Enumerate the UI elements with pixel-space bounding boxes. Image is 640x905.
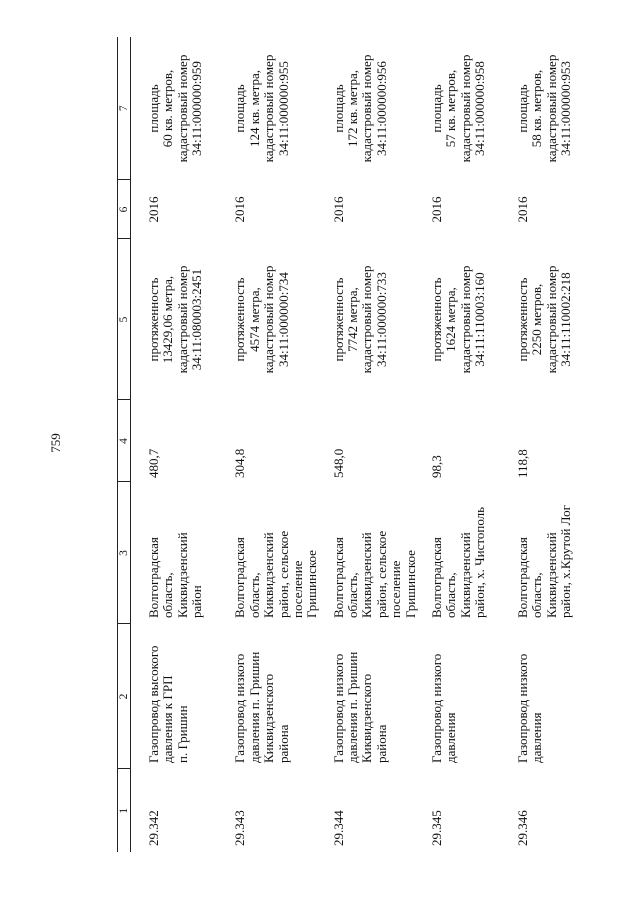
object-name: Газопровод низкого давления п. Гришин Киквидзенского района <box>330 651 389 763</box>
table-row <box>430 37 516 852</box>
table-row <box>332 37 430 852</box>
object-year: 2016 <box>145 196 161 223</box>
page-number: 759 <box>48 433 63 453</box>
object-description: протяженность 4574 метра, кадастровый номер 34:11:000000:734 <box>232 265 291 374</box>
object-location: Волгоградская область, Киквидзенский район, сельское поселение Гришинское <box>330 530 418 618</box>
table-header-row <box>118 37 131 852</box>
object-area: площадь 172 кв. метра, кадастровый номер 34:11:000000:956 <box>330 54 389 163</box>
item-number: 29.344 <box>330 810 346 846</box>
object-name: Газопровод низкого давления п. Гришин Киквидзенского района <box>232 651 291 763</box>
column-header-3: 3 <box>118 482 131 624</box>
object-year: 2016 <box>330 196 346 223</box>
object-location: Волгоградская область, Киквидзенский район, сельское поселение Гришинское <box>232 530 320 618</box>
gas-pipeline-table <box>117 37 607 852</box>
object-description: протяженность 13429,06 метра, кадастровый номер 34:11:080003:2451 <box>145 265 205 374</box>
object-value: 304,8 <box>232 448 248 478</box>
column-header-2: 2 <box>118 624 131 769</box>
object-location: Волгоградская область, Киквидзенский район, х.Крутой Лог <box>515 505 574 618</box>
object-name: Газопровод низкого давления <box>428 653 459 763</box>
object-value: 118,8 <box>515 449 531 478</box>
item-number: 29.343 <box>232 810 248 846</box>
object-value: 548,0 <box>330 448 346 478</box>
object-year: 2016 <box>232 196 248 223</box>
item-number: 29.345 <box>428 810 444 846</box>
table-row <box>516 37 607 852</box>
object-area: площадь 57 кв. метров, кадастровый номер 34:11:000000:958 <box>428 54 487 163</box>
object-area: площадь 60 кв. метров, кадастровый номер 34:11:000000:959 <box>145 54 205 163</box>
object-value: 98,3 <box>428 455 444 478</box>
object-value: 480,7 <box>145 448 161 478</box>
object-area: площадь 58 кв. метров, кадастровый номер 34:11:000000:953 <box>515 54 574 163</box>
item-number: 29.342 <box>145 810 161 846</box>
object-description: протяженность 2250 метров, кадастровый номер 34:11:110002:218 <box>515 265 574 374</box>
object-location: Волгоградская область, Киквидзенский район <box>145 532 205 618</box>
object-year: 2016 <box>515 196 531 223</box>
table-row <box>147 37 233 852</box>
object-location: Волгоградская область, Киквидзенский район, х. Чистополь <box>428 506 487 618</box>
table-spacer-row <box>131 37 147 852</box>
item-number: 29.346 <box>515 810 531 846</box>
table-row <box>233 37 331 852</box>
object-description: протяженность 7742 метра, кадастровый номер 34:11:000000:733 <box>330 265 389 374</box>
column-header-1: 1 <box>118 769 131 852</box>
object-area: площадь 124 кв. метра, кадастровый номер 34:11:000000:955 <box>232 54 291 163</box>
object-name: Газопровод низкого давления <box>515 653 545 763</box>
object-description: протяженность 1624 метра, кадастровый номер 34:11:110003:160 <box>428 265 487 374</box>
object-year: 2016 <box>428 196 444 223</box>
rotated-page-content <box>117 37 607 852</box>
column-header-5: 5 <box>118 239 131 400</box>
object-name: Газопровод высокого давления к ГРП п. Гришин <box>145 645 190 763</box>
column-header-6: 6 <box>118 180 131 239</box>
column-header-4: 4 <box>118 400 131 482</box>
column-header-7: 7 <box>118 37 131 180</box>
